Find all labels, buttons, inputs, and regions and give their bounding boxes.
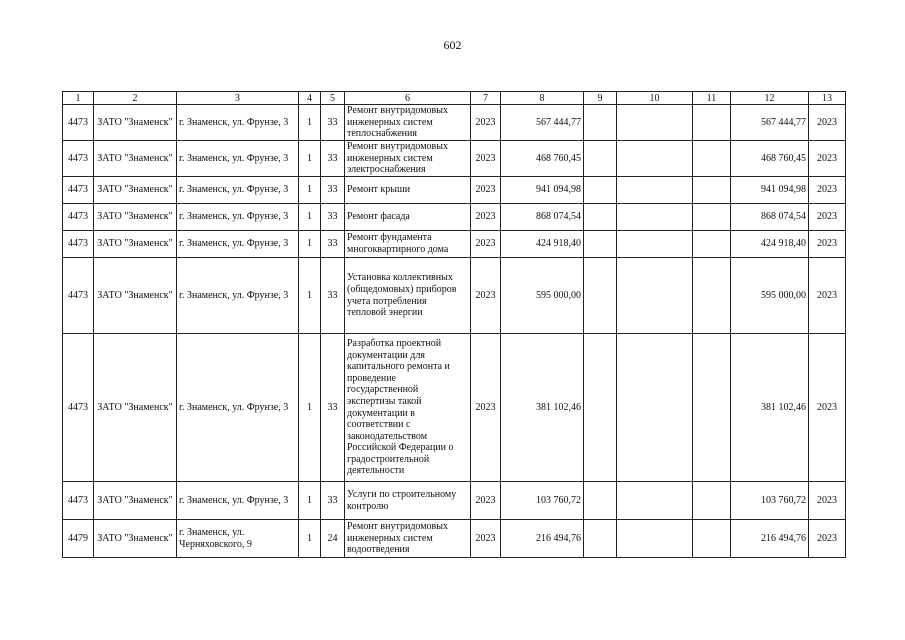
dwelling-count-cell: 33 (321, 231, 345, 258)
address-cell: г. Знаменск, ул. Фрунзе, 3 (177, 258, 299, 334)
column-number: 2 (94, 92, 177, 105)
municipality-cell: ЗАТО "Знаменск" (94, 231, 177, 258)
table-row (63, 482, 846, 520)
table-body (63, 92, 846, 558)
plan-year-cell: 2023 (471, 520, 501, 558)
table-row (63, 204, 846, 231)
table-row (63, 231, 846, 258)
fund-cost-cell (584, 482, 617, 520)
total-cost-cell: 103 760,72 (501, 482, 584, 520)
local-cost-cell (693, 334, 731, 482)
work-type-cell: Ремонт фундамента многоквартирного дома (345, 231, 471, 258)
table-row (63, 105, 846, 141)
object-code-cell: 4473 (63, 482, 94, 520)
table-row (63, 334, 846, 482)
building-count-cell: 1 (299, 105, 321, 141)
building-count-cell: 1 (299, 334, 321, 482)
building-count-cell: 1 (299, 177, 321, 204)
owners-cost-cell: 595 000,00 (731, 258, 809, 334)
municipality-cell: ЗАТО "Знаменск" (94, 141, 177, 177)
owners-cost-cell: 567 444,77 (731, 105, 809, 141)
table-row (63, 258, 846, 334)
work-type-cell: Ремонт внутридомовых инженерных систем электроснабжения (345, 141, 471, 177)
building-count-cell: 1 (299, 258, 321, 334)
budget-cost-cell (617, 482, 693, 520)
budget-cost-cell (617, 258, 693, 334)
dwelling-count-cell: 33 (321, 258, 345, 334)
column-number: 10 (617, 92, 693, 105)
column-number: 9 (584, 92, 617, 105)
total-cost-cell: 381 102,46 (501, 334, 584, 482)
page-number: 602 (443, 38, 462, 52)
plan-year-cell: 2023 (471, 105, 501, 141)
plan-year-cell: 2023 (471, 482, 501, 520)
plan-year-cell: 2023 (471, 258, 501, 334)
object-code-cell: 4473 (63, 141, 94, 177)
plan-year-cell: 2023 (471, 334, 501, 482)
completion-year-cell: 2023 (809, 258, 846, 334)
local-cost-cell (693, 482, 731, 520)
building-count-cell: 1 (299, 204, 321, 231)
fund-cost-cell (584, 258, 617, 334)
table-row (63, 520, 846, 558)
column-number: 6 (345, 92, 471, 105)
municipality-cell: ЗАТО "Знаменск" (94, 105, 177, 141)
building-count-cell: 1 (299, 231, 321, 258)
work-type-cell: Ремонт внутридомовых инженерных систем теплоснабжения (345, 105, 471, 141)
table-row (63, 141, 846, 177)
column-number: 11 (693, 92, 731, 105)
building-count-cell: 1 (299, 520, 321, 558)
capital-repair-table (62, 91, 846, 558)
fund-cost-cell (584, 204, 617, 231)
budget-cost-cell (617, 520, 693, 558)
local-cost-cell (693, 520, 731, 558)
work-type-cell: Установка коллективных (общедомовых) приборов учета потребления тепловой энергии (345, 258, 471, 334)
completion-year-cell: 2023 (809, 482, 846, 520)
work-type-cell: Ремонт фасада (345, 204, 471, 231)
local-cost-cell (693, 141, 731, 177)
address-cell: г. Знаменск, ул. Черняховского, 9 (177, 520, 299, 558)
budget-cost-cell (617, 231, 693, 258)
object-code-cell: 4473 (63, 231, 94, 258)
fund-cost-cell (584, 231, 617, 258)
plan-year-cell: 2023 (471, 141, 501, 177)
budget-cost-cell (617, 177, 693, 204)
municipality-cell: ЗАТО "Знаменск" (94, 177, 177, 204)
column-number-row (63, 92, 846, 105)
work-type-cell: Ремонт внутридомовых инженерных систем водоотведения (345, 520, 471, 558)
total-cost-cell: 424 918,40 (501, 231, 584, 258)
owners-cost-cell: 424 918,40 (731, 231, 809, 258)
column-number: 7 (471, 92, 501, 105)
column-number: 8 (501, 92, 584, 105)
completion-year-cell: 2023 (809, 204, 846, 231)
owners-cost-cell: 103 760,72 (731, 482, 809, 520)
total-cost-cell: 567 444,77 (501, 105, 584, 141)
dwelling-count-cell: 33 (321, 334, 345, 482)
completion-year-cell: 2023 (809, 105, 846, 141)
column-number: 3 (177, 92, 299, 105)
local-cost-cell (693, 177, 731, 204)
building-count-cell: 1 (299, 141, 321, 177)
fund-cost-cell (584, 141, 617, 177)
local-cost-cell (693, 105, 731, 141)
owners-cost-cell: 941 094,98 (731, 177, 809, 204)
column-number: 12 (731, 92, 809, 105)
table-row (63, 177, 846, 204)
local-cost-cell (693, 204, 731, 231)
address-cell: г. Знаменск, ул. Фрунзе, 3 (177, 177, 299, 204)
plan-year-cell: 2023 (471, 204, 501, 231)
dwelling-count-cell: 33 (321, 141, 345, 177)
address-cell: г. Знаменск, ул. Фрунзе, 3 (177, 105, 299, 141)
dwelling-count-cell: 33 (321, 204, 345, 231)
column-number: 4 (299, 92, 321, 105)
plan-year-cell: 2023 (471, 177, 501, 204)
column-number: 13 (809, 92, 846, 105)
column-number: 5 (321, 92, 345, 105)
total-cost-cell: 941 094,98 (501, 177, 584, 204)
address-cell: г. Знаменск, ул. Фрунзе, 3 (177, 482, 299, 520)
owners-cost-cell: 468 760,45 (731, 141, 809, 177)
dwelling-count-cell: 24 (321, 520, 345, 558)
budget-cost-cell (617, 334, 693, 482)
address-cell: г. Знаменск, ул. Фрунзе, 3 (177, 141, 299, 177)
municipality-cell: ЗАТО "Знаменск" (94, 204, 177, 231)
column-number: 1 (63, 92, 94, 105)
building-count-cell: 1 (299, 482, 321, 520)
budget-cost-cell (617, 105, 693, 141)
municipality-cell: ЗАТО "Знаменск" (94, 520, 177, 558)
municipality-cell: ЗАТО "Знаменск" (94, 482, 177, 520)
address-cell: г. Знаменск, ул. Фрунзе, 3 (177, 334, 299, 482)
total-cost-cell: 595 000,00 (501, 258, 584, 334)
municipality-cell: ЗАТО "Знаменск" (94, 334, 177, 482)
completion-year-cell: 2023 (809, 177, 846, 204)
total-cost-cell: 468 760,45 (501, 141, 584, 177)
object-code-cell: 4473 (63, 204, 94, 231)
address-cell: г. Знаменск, ул. Фрунзе, 3 (177, 204, 299, 231)
work-type-cell: Ремонт крыши (345, 177, 471, 204)
dwelling-count-cell: 33 (321, 177, 345, 204)
completion-year-cell: 2023 (809, 334, 846, 482)
budget-cost-cell (617, 141, 693, 177)
address-cell: г. Знаменск, ул. Фрунзе, 3 (177, 231, 299, 258)
total-cost-cell: 868 074,54 (501, 204, 584, 231)
object-code-cell: 4473 (63, 177, 94, 204)
fund-cost-cell (584, 177, 617, 204)
owners-cost-cell: 216 494,76 (731, 520, 809, 558)
fund-cost-cell (584, 334, 617, 482)
total-cost-cell: 216 494,76 (501, 520, 584, 558)
fund-cost-cell (584, 520, 617, 558)
local-cost-cell (693, 231, 731, 258)
municipality-cell: ЗАТО "Знаменск" (94, 258, 177, 334)
budget-cost-cell (617, 204, 693, 231)
owners-cost-cell: 381 102,46 (731, 334, 809, 482)
owners-cost-cell: 868 074,54 (731, 204, 809, 231)
object-code-cell: 4473 (63, 334, 94, 482)
fund-cost-cell (584, 105, 617, 141)
object-code-cell: 4473 (63, 258, 94, 334)
dwelling-count-cell: 33 (321, 482, 345, 520)
object-code-cell: 4473 (63, 105, 94, 141)
completion-year-cell: 2023 (809, 231, 846, 258)
plan-year-cell: 2023 (471, 231, 501, 258)
object-code-cell: 4479 (63, 520, 94, 558)
work-type-cell: Разработка проектной документации для капитального ремонта и проведение государственной экспертизы такой документации в соответствии с законодательством Российской Федерации о градостроительной деятельности (345, 334, 471, 482)
completion-year-cell: 2023 (809, 520, 846, 558)
local-cost-cell (693, 258, 731, 334)
completion-year-cell: 2023 (809, 141, 846, 177)
work-type-cell: Услуги по строительному контролю (345, 482, 471, 520)
dwelling-count-cell: 33 (321, 105, 345, 141)
